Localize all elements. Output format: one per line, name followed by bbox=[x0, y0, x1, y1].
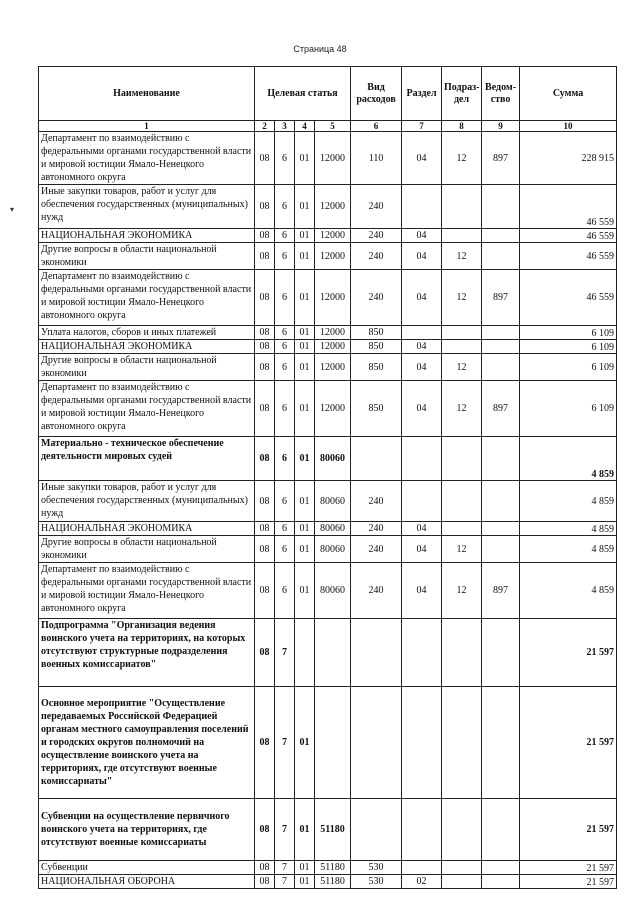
cell-sum: 46 559 bbox=[520, 229, 617, 243]
cell-c2: 08 bbox=[255, 522, 275, 536]
cell-vedomstvo bbox=[482, 229, 520, 243]
cell-c4: 01 bbox=[295, 536, 315, 563]
cell-razdel: 04 bbox=[402, 229, 442, 243]
cell-vedomstvo bbox=[482, 861, 520, 875]
cell-razdel: 04 bbox=[402, 522, 442, 536]
cell-vid bbox=[351, 437, 402, 481]
cell-c4: 01 bbox=[295, 481, 315, 522]
cell-vedomstvo bbox=[482, 243, 520, 270]
cell-c5: 51180 bbox=[315, 799, 351, 861]
cell-c2: 08 bbox=[255, 437, 275, 481]
cell-c3: 6 bbox=[275, 229, 295, 243]
cell-c5: 12000 bbox=[315, 185, 351, 229]
column-number: 3 bbox=[275, 121, 295, 132]
row-name: Иные закупки товаров, работ и услуг для обеспечения государственных (муниципальных) нужд bbox=[39, 481, 255, 522]
cell-c4: 01 bbox=[295, 132, 315, 185]
cell-c3: 6 bbox=[275, 185, 295, 229]
cell-c5: 12000 bbox=[315, 326, 351, 340]
table-row bbox=[39, 229, 617, 243]
cell-sum: 228 915 bbox=[520, 132, 617, 185]
cell-c3: 6 bbox=[275, 132, 295, 185]
cell-podrazdel bbox=[442, 340, 482, 354]
cell-vedomstvo bbox=[482, 326, 520, 340]
cell-vedomstvo bbox=[482, 437, 520, 481]
cell-c4: 01 bbox=[295, 229, 315, 243]
header-summa: Сумма bbox=[520, 67, 617, 121]
header-vid: Вид расходов bbox=[351, 67, 402, 121]
cell-vedomstvo bbox=[482, 481, 520, 522]
row-name: Другие вопросы в области национальной экономики bbox=[39, 536, 255, 563]
cell-vedomstvo bbox=[482, 522, 520, 536]
column-number: 6 bbox=[351, 121, 402, 132]
cell-sum: 46 559 bbox=[520, 185, 617, 229]
table-row bbox=[39, 799, 617, 861]
cell-podrazdel: 12 bbox=[442, 381, 482, 437]
cell-vedomstvo: 897 bbox=[482, 381, 520, 437]
table-row bbox=[39, 340, 617, 354]
table-row bbox=[39, 185, 617, 229]
table-row bbox=[39, 437, 617, 481]
table-row bbox=[39, 563, 617, 619]
row-name: НАЦИОНАЛЬНАЯ ЭКОНОМИКА bbox=[39, 340, 255, 354]
row-name: Другие вопросы в области национальной экономики bbox=[39, 354, 255, 381]
cell-c2: 08 bbox=[255, 799, 275, 861]
cell-vid: 240 bbox=[351, 243, 402, 270]
cell-razdel bbox=[402, 861, 442, 875]
cell-podrazdel: 12 bbox=[442, 354, 482, 381]
cell-razdel bbox=[402, 799, 442, 861]
cell-vedomstvo bbox=[482, 875, 520, 889]
cell-vedomstvo: 897 bbox=[482, 132, 520, 185]
header-podrazdel: Подраз-дел bbox=[442, 67, 482, 121]
cell-c4: 01 bbox=[295, 522, 315, 536]
cell-razdel bbox=[402, 619, 442, 687]
table-row bbox=[39, 243, 617, 270]
cell-razdel: 04 bbox=[402, 132, 442, 185]
cell-sum: 6 109 bbox=[520, 326, 617, 340]
cell-vid: 530 bbox=[351, 861, 402, 875]
cell-c5: 12000 bbox=[315, 340, 351, 354]
cell-c2: 08 bbox=[255, 563, 275, 619]
header-target: Целевая статья bbox=[255, 67, 351, 121]
column-number: 1 bbox=[39, 121, 255, 132]
cell-podrazdel: 12 bbox=[442, 243, 482, 270]
cell-c3: 6 bbox=[275, 243, 295, 270]
table-row bbox=[39, 619, 617, 687]
cell-c3: 7 bbox=[275, 799, 295, 861]
cell-c4: 01 bbox=[295, 270, 315, 326]
cell-c5: 12000 bbox=[315, 229, 351, 243]
cell-c2: 08 bbox=[255, 132, 275, 185]
cell-c4: 01 bbox=[295, 563, 315, 619]
row-name: Другие вопросы в области национальной экономики bbox=[39, 243, 255, 270]
row-name: НАЦИОНАЛЬНАЯ ЭКОНОМИКА bbox=[39, 229, 255, 243]
cell-c2: 08 bbox=[255, 229, 275, 243]
cell-c2: 08 bbox=[255, 619, 275, 687]
cell-sum: 6 109 bbox=[520, 340, 617, 354]
cell-c5: 51180 bbox=[315, 861, 351, 875]
cell-sum: 4 859 bbox=[520, 481, 617, 522]
cell-podrazdel bbox=[442, 481, 482, 522]
cell-c5: 12000 bbox=[315, 270, 351, 326]
cell-vid: 850 bbox=[351, 326, 402, 340]
cell-vid: 240 bbox=[351, 229, 402, 243]
cell-c5 bbox=[315, 619, 351, 687]
cell-sum: 4 859 bbox=[520, 563, 617, 619]
cell-c5: 80060 bbox=[315, 481, 351, 522]
column-number: 10 bbox=[520, 121, 617, 132]
cell-c3: 6 bbox=[275, 481, 295, 522]
cell-c4: 01 bbox=[295, 381, 315, 437]
cell-vedomstvo bbox=[482, 687, 520, 799]
row-name: Подпрограмма "Организация ведения воинского учета на территориях, на которых отсутствуют структурные подразделения военных комиссариатов" bbox=[39, 619, 255, 687]
row-name: Департамент по взаимодействию с федеральными органами государственной власти и мировой юстиции Ямало-Ненецкого автономного округа bbox=[39, 563, 255, 619]
cell-c3: 7 bbox=[275, 687, 295, 799]
cell-c4: 01 bbox=[295, 861, 315, 875]
cell-razdel: 04 bbox=[402, 270, 442, 326]
cell-c3: 6 bbox=[275, 340, 295, 354]
row-name: Иные закупки товаров, работ и услуг для обеспечения государственных (муниципальных) нужд bbox=[39, 185, 255, 229]
cell-razdel: 04 bbox=[402, 563, 442, 619]
cell-vedomstvo: 897 bbox=[482, 270, 520, 326]
cell-razdel bbox=[402, 326, 442, 340]
cell-sum: 4 859 bbox=[520, 536, 617, 563]
cell-vedomstvo: 897 bbox=[482, 563, 520, 619]
cell-vid bbox=[351, 619, 402, 687]
cell-c3: 6 bbox=[275, 437, 295, 481]
cell-c2: 08 bbox=[255, 185, 275, 229]
cell-c4: 01 bbox=[295, 326, 315, 340]
cell-c2: 08 bbox=[255, 381, 275, 437]
cell-c4: 01 bbox=[295, 437, 315, 481]
column-number: 8 bbox=[442, 121, 482, 132]
cell-razdel: 02 bbox=[402, 875, 442, 889]
row-name: Уплата налогов, сборов и иных платежей bbox=[39, 326, 255, 340]
cell-vedomstvo bbox=[482, 354, 520, 381]
cell-sum: 6 109 bbox=[520, 354, 617, 381]
page-number: Страница 48 bbox=[293, 44, 347, 54]
cell-c3: 6 bbox=[275, 536, 295, 563]
cell-podrazdel bbox=[442, 437, 482, 481]
cell-vid: 240 bbox=[351, 270, 402, 326]
cell-vid bbox=[351, 687, 402, 799]
table-row bbox=[39, 522, 617, 536]
cell-podrazdel: 12 bbox=[442, 536, 482, 563]
cell-c2: 08 bbox=[255, 270, 275, 326]
cell-podrazdel: 12 bbox=[442, 132, 482, 185]
table-row bbox=[39, 326, 617, 340]
budget-table bbox=[38, 66, 617, 889]
cell-c3: 7 bbox=[275, 619, 295, 687]
cell-podrazdel bbox=[442, 687, 482, 799]
row-name: Субвенции bbox=[39, 861, 255, 875]
cell-c2: 08 bbox=[255, 687, 275, 799]
cell-razdel: 04 bbox=[402, 381, 442, 437]
cell-vedomstvo bbox=[482, 536, 520, 563]
cell-vid: 240 bbox=[351, 481, 402, 522]
cell-razdel bbox=[402, 437, 442, 481]
margin-mark: ▾ bbox=[10, 205, 15, 214]
cell-c5: 12000 bbox=[315, 354, 351, 381]
cell-razdel: 04 bbox=[402, 536, 442, 563]
cell-c4 bbox=[295, 619, 315, 687]
table-row bbox=[39, 861, 617, 875]
cell-c5: 80060 bbox=[315, 437, 351, 481]
table-row bbox=[39, 270, 617, 326]
table-row bbox=[39, 536, 617, 563]
cell-vid: 240 bbox=[351, 185, 402, 229]
cell-c2: 08 bbox=[255, 481, 275, 522]
cell-sum: 4 859 bbox=[520, 437, 617, 481]
header-razdel: Раздел bbox=[402, 67, 442, 121]
cell-sum: 21 597 bbox=[520, 619, 617, 687]
cell-vid: 240 bbox=[351, 522, 402, 536]
cell-c5: 51180 bbox=[315, 875, 351, 889]
cell-c5: 80060 bbox=[315, 522, 351, 536]
cell-c3: 6 bbox=[275, 381, 295, 437]
cell-c3: 6 bbox=[275, 326, 295, 340]
cell-vedomstvo bbox=[482, 619, 520, 687]
cell-podrazdel bbox=[442, 185, 482, 229]
cell-c3: 6 bbox=[275, 354, 295, 381]
column-number: 2 bbox=[255, 121, 275, 132]
cell-c4: 01 bbox=[295, 354, 315, 381]
cell-c2: 08 bbox=[255, 354, 275, 381]
table-row bbox=[39, 354, 617, 381]
cell-sum: 21 597 bbox=[520, 687, 617, 799]
cell-razdel bbox=[402, 185, 442, 229]
cell-razdel bbox=[402, 687, 442, 799]
cell-c2: 08 bbox=[255, 861, 275, 875]
table-row bbox=[39, 132, 617, 185]
table-row bbox=[39, 381, 617, 437]
cell-c2: 08 bbox=[255, 536, 275, 563]
row-name: Департамент по взаимодействию с федеральными органами государственной власти и мировой юстиции Ямало-Ненецкого автономного округа bbox=[39, 132, 255, 185]
cell-c3: 6 bbox=[275, 522, 295, 536]
row-name: Основное мероприятие "Осуществление передаваемых Российской Федерацией органам местного самоуправления поселений и городских округов полномочий на осуществление воинского учета на территориях, где отсутствуют военные комиссариаты" bbox=[39, 687, 255, 799]
header-row bbox=[39, 67, 617, 121]
cell-c5 bbox=[315, 687, 351, 799]
column-number: 9 bbox=[482, 121, 520, 132]
cell-c4: 01 bbox=[295, 185, 315, 229]
column-number: 5 bbox=[315, 121, 351, 132]
row-name: Департамент по взаимодействию с федеральными органами государственной власти и мировой юстиции Ямало-Ненецкого автономного округа bbox=[39, 381, 255, 437]
cell-razdel: 04 bbox=[402, 340, 442, 354]
cell-vid bbox=[351, 799, 402, 861]
cell-podrazdel bbox=[442, 799, 482, 861]
cell-sum: 6 109 bbox=[520, 381, 617, 437]
cell-c3: 6 bbox=[275, 270, 295, 326]
row-name: НАЦИОНАЛЬНАЯ ЭКОНОМИКА bbox=[39, 522, 255, 536]
cell-vedomstvo bbox=[482, 799, 520, 861]
cell-vid: 110 bbox=[351, 132, 402, 185]
cell-c2: 08 bbox=[255, 326, 275, 340]
row-name: Департамент по взаимодействию с федеральными органами государственной власти и мировой юстиции Ямало-Ненецкого автономного округа bbox=[39, 270, 255, 326]
cell-c5: 80060 bbox=[315, 563, 351, 619]
cell-vid: 850 bbox=[351, 381, 402, 437]
cell-vid: 240 bbox=[351, 536, 402, 563]
cell-c3: 7 bbox=[275, 861, 295, 875]
header-vedomstvo: Ведом-ство bbox=[482, 67, 520, 121]
cell-podrazdel bbox=[442, 861, 482, 875]
column-number: 7 bbox=[402, 121, 442, 132]
cell-sum: 21 597 bbox=[520, 875, 617, 889]
cell-vid: 850 bbox=[351, 340, 402, 354]
cell-c2: 08 bbox=[255, 340, 275, 354]
cell-c2: 08 bbox=[255, 243, 275, 270]
cell-podrazdel bbox=[442, 326, 482, 340]
cell-sum: 21 597 bbox=[520, 861, 617, 875]
header-name: Наименование bbox=[39, 67, 255, 121]
cell-c4: 01 bbox=[295, 687, 315, 799]
cell-sum: 21 597 bbox=[520, 799, 617, 861]
cell-sum: 46 559 bbox=[520, 243, 617, 270]
cell-c4: 01 bbox=[295, 340, 315, 354]
cell-c4: 01 bbox=[295, 243, 315, 270]
cell-c5: 12000 bbox=[315, 381, 351, 437]
cell-podrazdel: 12 bbox=[442, 563, 482, 619]
cell-vedomstvo bbox=[482, 185, 520, 229]
table-row bbox=[39, 687, 617, 799]
cell-vid: 530 bbox=[351, 875, 402, 889]
column-numbers-row bbox=[39, 121, 617, 132]
cell-c3: 7 bbox=[275, 875, 295, 889]
cell-c4: 01 bbox=[295, 875, 315, 889]
cell-razdel: 04 bbox=[402, 354, 442, 381]
cell-sum: 46 559 bbox=[520, 270, 617, 326]
cell-podrazdel bbox=[442, 875, 482, 889]
cell-razdel: 04 bbox=[402, 243, 442, 270]
table-row bbox=[39, 481, 617, 522]
cell-c5: 80060 bbox=[315, 536, 351, 563]
cell-c4: 01 bbox=[295, 799, 315, 861]
cell-c5: 12000 bbox=[315, 132, 351, 185]
cell-sum: 4 859 bbox=[520, 522, 617, 536]
row-name: Субвенции на осуществление первичного воинского учета на территориях, где отсутствуют военные комиссариаты bbox=[39, 799, 255, 861]
row-name: Материально - техническое обеспечение деятельности мировых судей bbox=[39, 437, 255, 481]
cell-c3: 6 bbox=[275, 563, 295, 619]
cell-c2: 08 bbox=[255, 875, 275, 889]
cell-razdel bbox=[402, 481, 442, 522]
cell-vedomstvo bbox=[482, 340, 520, 354]
cell-podrazdel bbox=[442, 522, 482, 536]
cell-c5: 12000 bbox=[315, 243, 351, 270]
cell-vid: 240 bbox=[351, 563, 402, 619]
column-number: 4 bbox=[295, 121, 315, 132]
cell-podrazdel: 12 bbox=[442, 270, 482, 326]
cell-vid: 850 bbox=[351, 354, 402, 381]
row-name: НАЦИОНАЛЬНАЯ ОБОРОНА bbox=[39, 875, 255, 889]
cell-podrazdel bbox=[442, 619, 482, 687]
table-row bbox=[39, 875, 617, 889]
cell-podrazdel bbox=[442, 229, 482, 243]
